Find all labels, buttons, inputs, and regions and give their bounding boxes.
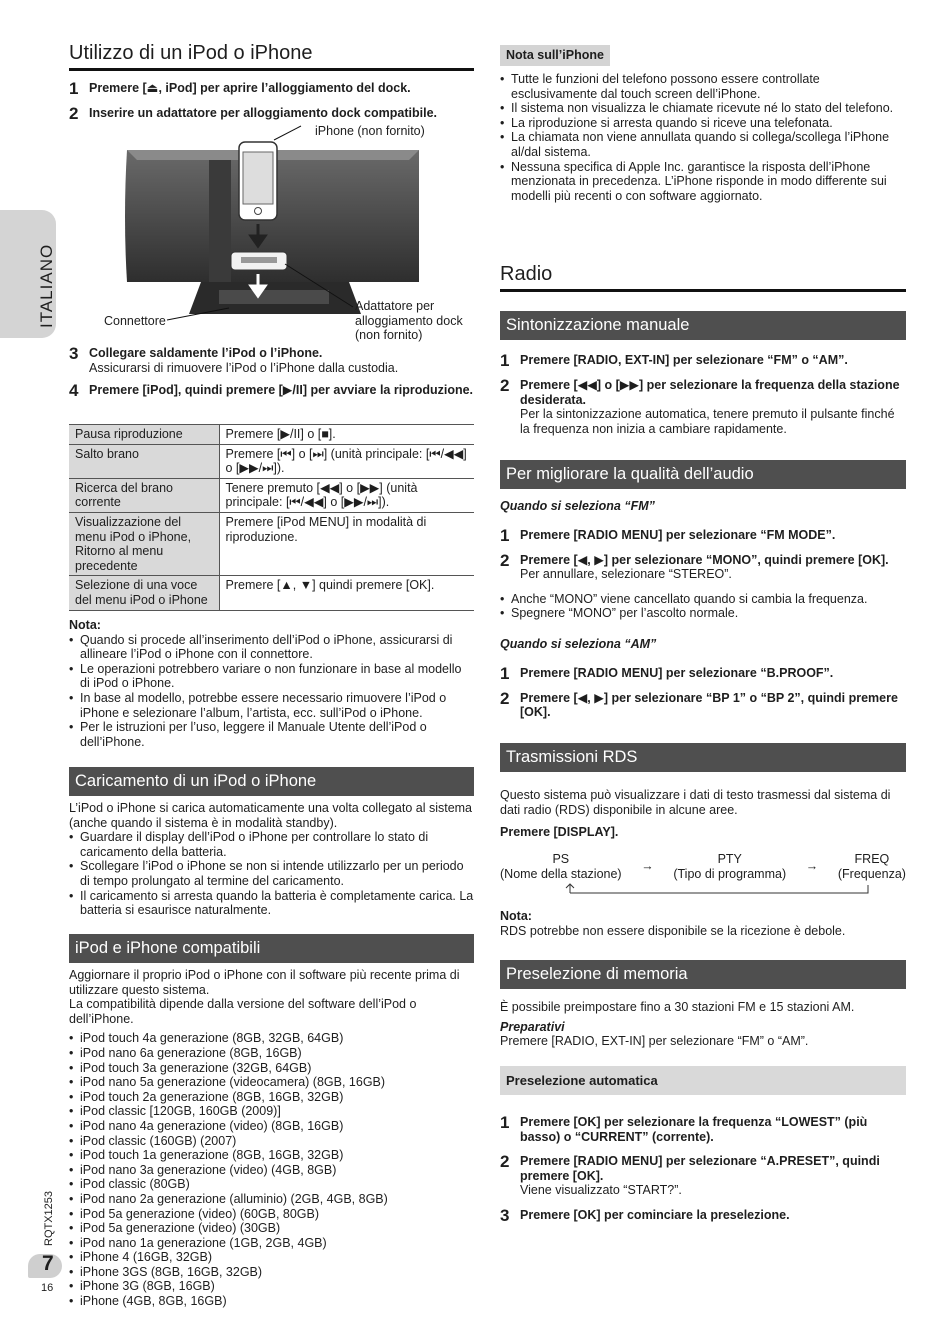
list-item: • iPod 5a generazione (video) (60GB, 80GB) (69, 1207, 474, 1222)
list-item: • iPod nano 1a generazione (1GB, 2GB, 4GB) (69, 1236, 474, 1251)
list-item: • iPod touch 3a generazione (32GB, 64GB) (69, 1061, 474, 1076)
fm-block: Quando si seleziona “FM” 1 Premere [RADIO MENU] per selezionare “FM MODE”. 2 Premere [◀, ▶] per selezionare “MONO”, quindi premere [OK]. Per annullare, selezionare “STEREO”. • Anche “MONO” viene cancellato quando si cambia la frequenza. • Spegnere “MONO” per l’ascolto normale. (500, 499, 906, 621)
section-rds-title: Trasmissioni RDS (500, 743, 906, 772)
step-2: 2 Inserire un adattatore per alloggiamento dock compatibile. (69, 104, 437, 123)
step-3: 3 Collegare saldamente l’iPod o l’iPhone. Assicurarsi di rimuovere l’iPod o l’iPhone dalla custodia. (69, 344, 399, 375)
table-row: Ricerca del brano corrente Tenere premuto [◀◀] o [▶▶] (unità principale: [⏮/◀◀] o [▶▶/⏭]). (69, 478, 474, 512)
table-row: Selezione di una voce del menu iPod o iPhone Premere [▲, ▼] quindi premere [OK]. (69, 576, 474, 610)
arrow-right-icon: → (641, 859, 654, 873)
page-number-big: 7 (42, 1252, 54, 1275)
flow-freq: FREQ (Frequenza) (837, 852, 906, 881)
list-item: • iPod touch 2a generazione (8GB, 16GB, 32GB) (69, 1090, 474, 1105)
step-1: 1 Premere [RADIO, EXT-IN] per selezionare “FM” o “AM”. (500, 351, 848, 370)
list-item: • Le operazioni potrebbero variare o non funzionare in base al modello di iPod o iPhone. (69, 662, 474, 691)
step-1: 1 Premere [⏏, iPod] per aprire l’alloggiamento del dock. (69, 79, 411, 98)
section-manual-title: Sintonizzazione manuale (500, 311, 906, 340)
section-charging-title: Caricamento di un iPod o iPhone (69, 767, 474, 796)
dock-steps-3-4 (69, 344, 474, 401)
list-item: • In base al modello, potrebbe essere necessario rimuovere l’iPod o iPhone e selezionare l’album, l’artista, ecc. sull’iPod o iPhone. (69, 691, 474, 720)
section-preset-title: Preselezione di memoria (500, 960, 906, 989)
rds-block: Questo sistema può visualizzare i dati di testo trasmessi dal sistema di dati radio (RDS) disponibile in alcune aree. Premere [DISPLAY]. (500, 788, 891, 840)
step-3: 3 Premere [OK] per cominciare la preselezione. (500, 1205, 790, 1225)
list-item: • Quando si procede all’inserimento dell’iPod o iPhone, assicurarsi di allineare l’iPod o iPhone con il connettore. (69, 633, 474, 662)
section-compatible-title: iPod e iPhone compatibili (69, 934, 474, 963)
preset-block: È possibile preimpostare fino a 30 stazioni FM e 15 stazioni AM. Preparativi Premere [RADIO, EXT-IN] per selezionare “FM” o “AM”. (500, 1000, 855, 1049)
list-item: • Nessuna specifica di Apple Inc. garantisce la risposta dell’iPhone menzionata in precedenza. L’iPhone risponde in modo differente sui modelli più recenti o con software aggiornato. (500, 160, 906, 204)
list-item: • iPod nano 4a generazione (video) (8GB, 16GB) (69, 1119, 474, 1134)
compatible-block: Aggiornare il proprio iPod o iPhone con il software più recente prima di utilizzare questo sistema. La compatibilità dipende dalla versione del software dell’iPod o dell’iPhone. • iPod touch 4a generazione (8GB, 32GB, 64GB) • iPod nano 6a generazione (8GB, 16GB) • iPod touch 3a generazione (32GB, 64GB) • iPod nano 5a generazione (videocamera) (8GB, 16GB) • iPod touch 2a generazione (8GB, 16GB, 32GB) • iPod classic [120GB, 160GB (2009)] • iPod nano 4a generazione (video) (8GB, 16GB) • iPod classic (160GB) (2007) • iPod touch 1a generazione (8GB, 16GB, 32GB) • iPod nano 3a generazione (video) (4GB, 8GB) • iPod classic (80GB) • iPod nano 2a generazione (alluminio) (2GB, 4GB, 8GB) • iPod 5a generazione (video) (60GB, 80GB) • iPod 5a generazione (video) (30GB) • iPod nano 1a generazione (1GB, 2GB, 4GB) • iPhone 4 (16GB, 32GB) • iPhone 3GS (8GB, 16GB, 32GB) • iPhone 3G (8GB, 16GB) • iPhone (4GB, 8GB, 16GB) (69, 968, 474, 1309)
page-title: Utilizzo di un iPod o iPhone (69, 41, 474, 71)
list-item: • La riproduzione si arresta quando si riceve una telefonata. (500, 116, 906, 131)
step-2: 2 Premere [◀, ▶] per selezionare “MONO”, quindi premere [OK]. Per annullare, selezionare “STEREO”. (500, 550, 889, 582)
step-2: 2 Premere [◀, ▶] per selezionare “BP 1” o “BP 2”, quindi premere [OK]. (500, 688, 898, 720)
list-item: • iPhone (4GB, 8GB, 16GB) (69, 1294, 474, 1309)
step-1: 1 Premere [RADIO MENU] per selezionare “B.PROOF”. (500, 663, 834, 683)
rds-nota: Nota: RDS potrebbe non essere disponibile se la ricezione è debole. (500, 909, 846, 938)
list-item: • iPod nano 6a generazione (8GB, 16GB) (69, 1046, 474, 1061)
table-row: Visualizzazione del menu iPod o iPhone, Ritorno al menu precedente Premere [iPod MENU] in modalità di riproduzione. (69, 512, 474, 575)
list-item: • La chiamata non viene annullata quando si collega/scollega l’iPhone al/dal sistema. (500, 130, 906, 159)
dock-steps-1-2 (69, 81, 474, 121)
dock-figure (69, 122, 474, 344)
label-adapter: Adattatore per alloggiamento dock (non fornito) (355, 299, 463, 343)
arrow-right-icon: → (805, 859, 819, 873)
charging-block: L’iPod o iPhone si carica automaticamente una volta collegato al sistema (anche quando il sistema è in modalità standby). • Guardare il display dell’iPod o iPhone per controllare lo stato di caricamento della batteria. • Scollegare l’iPod o iPhone se non si intende utilizzarlo per un periodo di tempo prolungato al termine del caricamento. • Il caricamento si arresta quando la batteria è completamente carica. La batteria si esaurisce naturalmente. (69, 801, 474, 918)
list-item: • Scollegare l’iPod o iPhone se non si intende utilizzarlo per un periodo di tempo prolungato al termine del caricamento. (69, 859, 474, 888)
operations-table (69, 424, 474, 611)
language-label: ITALIANO (37, 243, 56, 328)
step-1: 1 Premere [RADIO MENU] per selezionare “FM MODE”. (500, 525, 836, 545)
list-item: • iPod nano 5a generazione (videocamera) (8GB, 16GB) (69, 1075, 474, 1090)
step-1: 1 Premere [OK] per selezionare la frequenza “LOWEST” (più basso) o “CURRENT” (corrente). (500, 1113, 868, 1144)
section-auto-preset-title: Preselezione automatica (500, 1066, 906, 1095)
auto-steps (500, 1115, 906, 1223)
nota-label: Nota: (69, 618, 101, 632)
list-item: • iPod 5a generazione (video) (30GB) (69, 1221, 474, 1236)
list-item: • iPhone 4 (16GB, 32GB) (69, 1250, 474, 1265)
list-item: • iPod classic (160GB) (2007) (69, 1134, 474, 1149)
label-connector: Connettore (104, 314, 166, 328)
flow-ps: PS (Nome della stazione) (500, 852, 622, 881)
list-item: • iPod touch 1a generazione (8GB, 16GB, 32GB) (69, 1148, 474, 1163)
return-loop-icon (500, 881, 906, 895)
list-item: • Il caricamento si arresta quando la batteria è completamente carica. La batteria si esaurisce naturalmente. (69, 889, 474, 918)
section-quality-title: Per migliorare la qualità dell’audio (500, 460, 906, 489)
list-item: • iPhone 3GS (8GB, 16GB, 32GB) (69, 1265, 474, 1280)
step-4: 4 Premere [iPod], quindi premere [▶/II] per avviare la riproduzione. (69, 381, 474, 401)
list-item: • Per le istruzioni per l’uso, leggere il Manuale Utente dell’iPod o dell’iPhone. (69, 720, 474, 749)
doc-code: RQTX1253 (43, 1190, 55, 1246)
list-item: • Il sistema non visualizza le chiamate ricevute né lo stato del telefono. (500, 101, 906, 116)
label-iphone: iPhone (non fornito) (315, 124, 425, 138)
list-item: • iPod nano 2a generazione (alluminio) (2GB, 4GB, 8GB) (69, 1192, 474, 1207)
table-row: Salto brano Premere [⏮] o [⏭] (unità principale: [⏮/◀◀] o [▶▶/⏭]). (69, 444, 474, 478)
list-item: • Guardare il display dell’iPod o iPhone per controllare lo stato di caricamento della batteria. (69, 830, 474, 859)
nota-block (69, 618, 474, 749)
step-2: 2 Premere [RADIO MENU] per selezionare “A.PRESET”, quindi premere [OK]. Viene visualizzato “START?”. (500, 1152, 880, 1198)
list-item: • Tutte le funzioni del telefono possono essere controllate esclusivamente dal touch screen dell’iPhone. (500, 72, 906, 101)
list-item: • iPod classic (80GB) (69, 1177, 474, 1192)
flow-pty: PTY (Tipo di programma) (673, 852, 787, 881)
list-item: • iPod nano 3a generazione (video) (4GB, 8GB) (69, 1163, 474, 1178)
list-item: • Anche “MONO” viene cancellato quando si cambia la frequenza. (500, 592, 906, 607)
iphone-note-list (500, 72, 906, 203)
radio-title: Radio (500, 262, 906, 292)
list-item: • iPhone 3G (8GB, 16GB) (69, 1279, 474, 1294)
manual-steps (500, 353, 906, 436)
table-row: Pausa riproduzione Premere [▶/II] o [■]. (69, 425, 474, 445)
step-2: 2 Premere [◀◀] o [▶▶] per selezionare la frequenza della stazione desiderata. Per la sintonizzazione automatica, tenere premuto il pulsante finché la frequenza non inizia a cambiare rapidamente. (500, 376, 900, 436)
list-item: • Spegnere “MONO” per l’ascolto normale. (500, 606, 906, 621)
rds-flow (500, 852, 906, 899)
iphone-note-label: Nota sull’iPhone (500, 45, 610, 66)
page-number-small: 16 (41, 1282, 54, 1294)
language-tab (0, 210, 56, 338)
list-item: • iPod classic [120GB, 160GB (2009)] (69, 1104, 474, 1119)
list-item: • iPod touch 4a generazione (8GB, 32GB, 64GB) (69, 1031, 474, 1046)
am-block: Quando si seleziona “AM” 1 Premere [RADIO MENU] per selezionare “B.PROOF”. 2 Premere [◀, ▶] per selezionare “BP 1” o “BP 2”, quindi premere [OK]. (500, 637, 906, 720)
